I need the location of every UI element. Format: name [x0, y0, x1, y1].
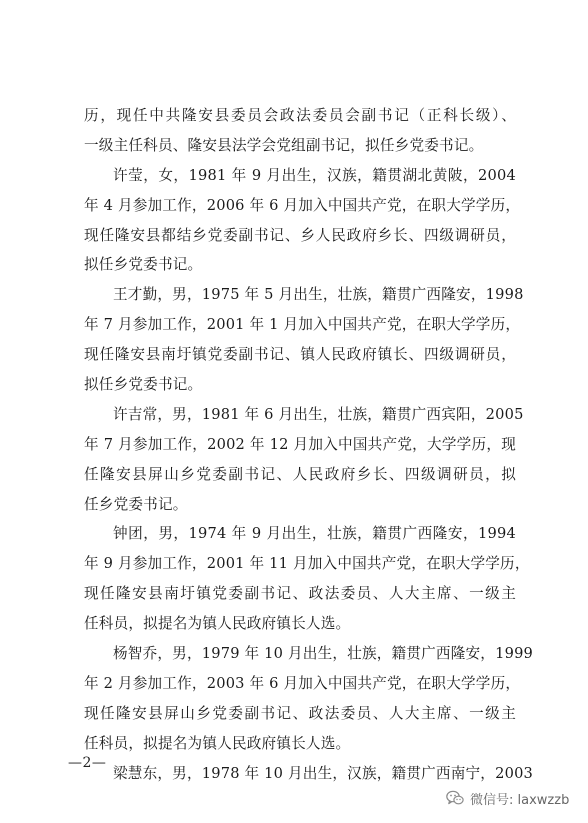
- text-line: 任隆安县屏山乡党委副书记、人民政府乡长、四级调研员，拟: [84, 465, 516, 483]
- text-line: 年 7 月参加工作，2002 年 12 月加入中国共产党，大学学历，现: [84, 435, 516, 453]
- text-line: 钟团，男，1974 年 9 月出生，壮族，籍贯广西隆安，1994: [113, 525, 516, 543]
- text-line: 年 2 月参加工作，2003 年 6 月加入中国共产党，在职大学学历，: [84, 674, 521, 692]
- text-line: 年 7 月参加工作，2001 年 1 月加入中国共产党，在职大学学历，: [84, 316, 521, 334]
- wechat-icon: [446, 790, 464, 806]
- text-line: 年 4 月参加工作，2006 年 6 月加入中国共产党，在职大学学历，: [84, 196, 521, 214]
- text-line: 拟任乡党委书记。: [84, 256, 203, 274]
- text-line: 现任隆安县南圩镇党委副书记、镇人民政府镇长、四级调研员，: [84, 346, 516, 364]
- document-body: [84, 101, 534, 788]
- text-line: 任乡党委书记。: [84, 495, 188, 513]
- text-line: 任科员，拟提名为镇人民政府镇长人选。: [84, 734, 351, 752]
- text-line: 许吉常，男，1981 年 6 月出生，壮族，籍贯广西宾阳，2005: [113, 405, 524, 423]
- text-line: 许莹，女，1981 年 9 月出生，汉族，籍贯湖北黄陂，2004: [113, 166, 516, 184]
- page-number: —2—: [68, 755, 107, 771]
- text-line: 现任隆安县都结乡党委副书记、乡人民政府乡长、四级调研员，: [84, 226, 516, 244]
- text-line: 拟任乡党委书记。: [84, 376, 203, 394]
- wechat-id-label: 微信号: laxwzzb: [470, 792, 570, 808]
- text-line: 梁慧东，男，1978 年 10 月出生，汉族，籍贯广西南宁，2003: [113, 764, 534, 782]
- text-line: 现任隆安县南圩镇党委副书记、政法委员、人大主席、一级主: [84, 585, 516, 603]
- text-line: 现任隆安县屏山乡党委副书记、政法委员、人大主席、一级主: [84, 704, 516, 722]
- text-line: 王才勤，男，1975 年 5 月出生，壮族，籍贯广西隆安，1998: [113, 286, 524, 304]
- text-line: 年 9 月参加工作，2001 年 11 月加入中国共产党，在职大学学历，: [84, 555, 530, 573]
- wechat-watermark: [446, 788, 569, 808]
- text-line: 历，现任中共隆安县委员会政法委员会副书记（正科长级）、: [84, 107, 516, 124]
- text-line: 杨智乔，男，1979 年 10 月出生，壮族，籍贯广西隆安，1999: [113, 645, 534, 663]
- text-line: 任科员，拟提名为镇人民政府镇长人选。: [84, 615, 351, 633]
- text-line: 一级主任科员、隆安县法学会党组副书记，拟任乡党委书记。: [84, 136, 484, 154]
